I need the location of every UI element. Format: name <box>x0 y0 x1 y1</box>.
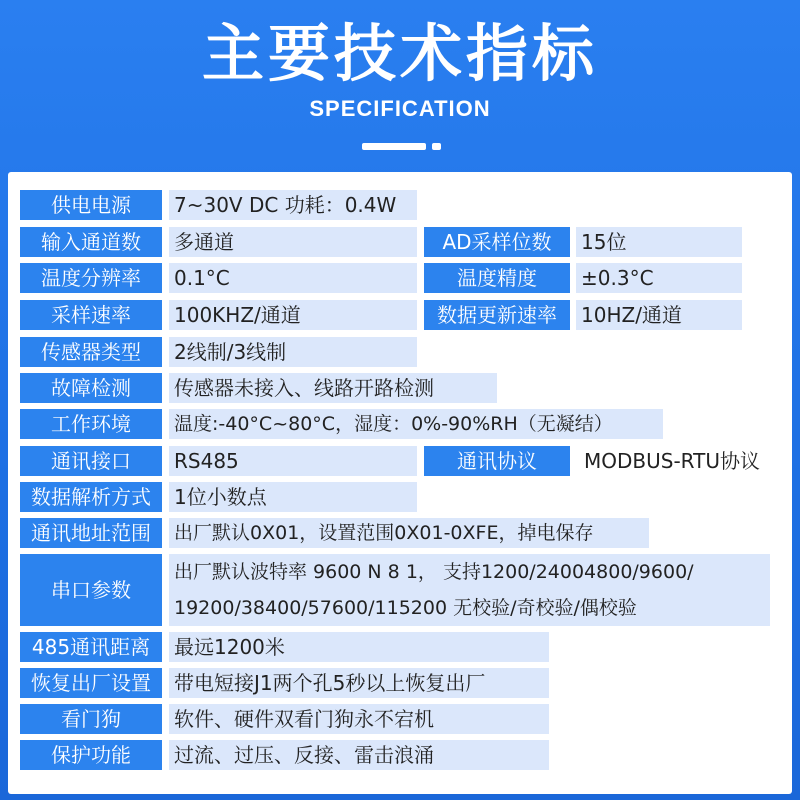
page-subtitle: SPECIFICATION <box>309 96 491 121</box>
comm-interface-label: 通讯接口 <box>20 446 162 476</box>
fault-detect-value: 传感器未接入、线路开路检测 <box>169 373 497 403</box>
data-format-label: 数据解析方式 <box>20 482 162 512</box>
address-range-value: 出厂默认0X01，设置范围0X01-0XFE，掉电保存 <box>169 518 649 548</box>
update-rate-label: 数据更新速率 <box>424 300 570 330</box>
temp-resolution-value: 0.1°C <box>169 263 417 293</box>
environment-label: 工作环境 <box>20 409 162 439</box>
input-channels-label: 输入通道数 <box>20 227 162 257</box>
serial-params-value <box>169 554 770 626</box>
fault-detect-label: 故障检测 <box>20 373 162 403</box>
protection-label: 保护功能 <box>20 740 162 770</box>
serial-params-label: 串口参数 <box>20 554 162 626</box>
protection-value: 过流、过压、反接、雷击浪涌 <box>169 740 549 770</box>
environment-value: 温度:-40°C~80°C，湿度：0%-90%RH（无凝结） <box>169 409 663 439</box>
rs485-distance-label: 485通讯距离 <box>20 632 162 662</box>
sample-rate-value: 100KHZ/通道 <box>169 300 417 330</box>
rs485-distance-value: 最远1200米 <box>169 632 549 662</box>
power-value: 7~30V DC 功耗：0.4W <box>169 190 417 220</box>
input-channels-value: 多通道 <box>169 227 417 257</box>
watchdog-label: 看门狗 <box>20 704 162 734</box>
serial-params-line2: 19200/38400/57600/115200 无校验/奇校验/偶校验 <box>174 597 637 619</box>
comm-protocol-label: 通讯协议 <box>424 446 570 476</box>
sensor-type-label: 传感器类型 <box>20 337 162 367</box>
page-title: 主要技术指标 <box>201 17 598 90</box>
temp-accuracy-value: ±0.3°C <box>576 263 742 293</box>
sensor-type-value: 2线制/3线制 <box>169 337 417 367</box>
comm-protocol-value: MODBUS-RTU协议 <box>584 449 760 473</box>
temp-accuracy-label: 温度精度 <box>424 263 570 293</box>
factory-reset-value: 带电短接J1两个孔5秒以上恢复出厂 <box>169 668 549 698</box>
watchdog-value: 软件、硬件双看门狗永不宕机 <box>169 704 549 734</box>
temp-resolution-label: 温度分辨率 <box>20 263 162 293</box>
power-label: 供电电源 <box>20 190 162 220</box>
data-format-value: 1位小数点 <box>169 482 417 512</box>
factory-reset-label: 恢复出厂设置 <box>20 668 162 698</box>
sample-rate-label: 采样速率 <box>20 300 162 330</box>
address-range-label: 通讯地址范围 <box>20 518 162 548</box>
spec-table <box>8 172 792 794</box>
serial-params-line1: 出厂默认波特率 9600 N 8 1， 支持1200/24004800/9600/ <box>174 561 694 583</box>
ad-bits-label: AD采样位数 <box>424 227 570 257</box>
ad-bits-value: 15位 <box>576 227 742 257</box>
title-underline-dot <box>432 143 441 150</box>
update-rate-value: 10HZ/通道 <box>576 300 742 330</box>
comm-interface-value: RS485 <box>169 446 417 476</box>
title-underline <box>362 143 426 150</box>
